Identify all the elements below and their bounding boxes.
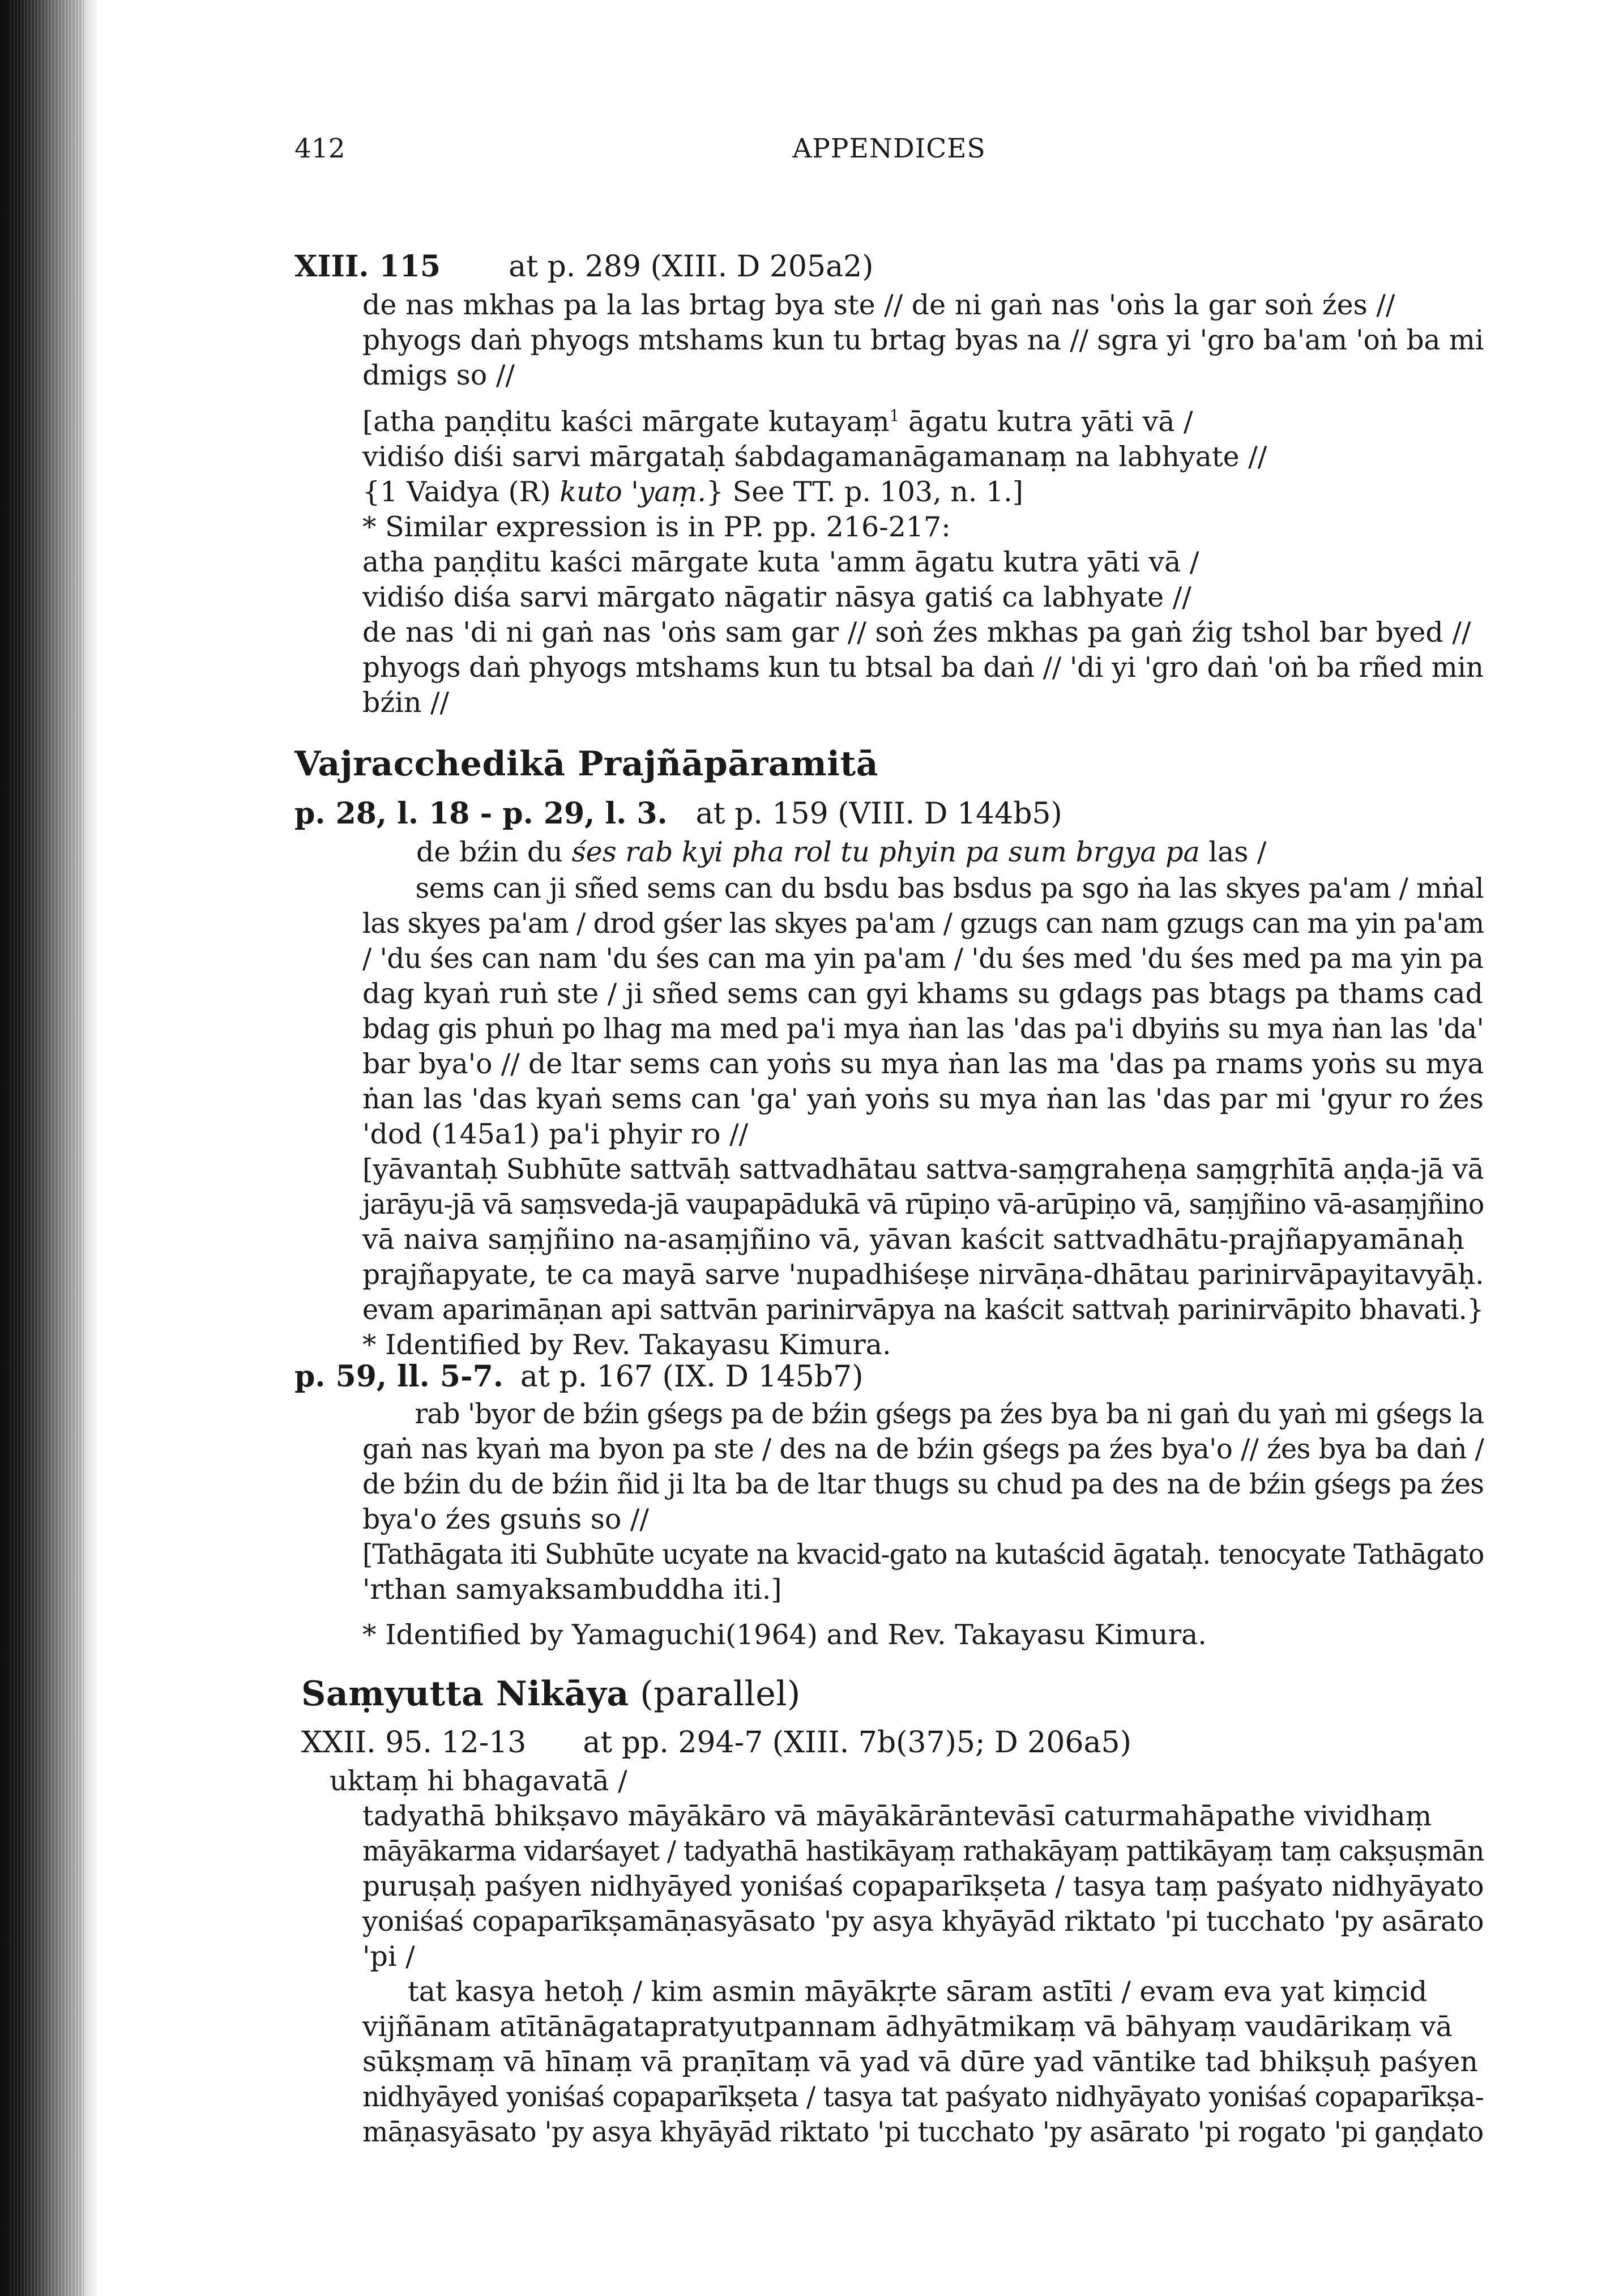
footnote-line <box>362 475 1484 510</box>
section-title-2 <box>301 1676 1490 1712</box>
text-line: uktaṃ hi bhagavatā / <box>330 1765 627 1797</box>
text-line: 'dod (145a1) pa'i phyir ro // <box>362 1118 749 1150</box>
entry-body-2 <box>362 1397 1484 1653</box>
text-line: vidiśo diśi sarvi mārgataḥ śabdagamanāgamanaṃ na labhyate // <box>362 441 1267 473</box>
text-line: sems can ji sñed sems can du bsdu bas bsdus pa sgo ṅa las skyes pa'am / mṅal <box>415 872 1484 904</box>
reference-line <box>294 1359 1484 1394</box>
page-edges <box>10 0 84 2296</box>
text-line <box>362 404 1484 439</box>
reference-line <box>294 796 1484 831</box>
entry-reference-2 <box>294 1359 1484 1394</box>
text-line <box>416 835 1484 870</box>
text-span: āgatu kutra yāti vā / <box>899 406 1193 438</box>
reference-location: at p. 159 (VIII. D 144b5) <box>695 797 1062 831</box>
text-line: bźin // <box>362 686 450 719</box>
entry-xiii-115-body <box>362 288 1484 720</box>
text-line: ṅan las 'das kyaṅ sems can 'ga' yaṅ yoṅs su mya ṅan las 'das par mi 'gyur ro źes <box>362 1083 1484 1115</box>
text-line: 'pi / <box>362 1940 415 1973</box>
text-line: gaṅ nas kyaṅ ma byon pa ste / des na de bźin gśegs pa źes bya'o // źes bya ba daṅ / <box>362 1433 1484 1465</box>
reference-location: at pp. 294-7 (XIII. 7b(37)5; D 206a5) <box>583 1726 1131 1760</box>
text-line: sūkṣmaṃ vā hīnaṃ vā praṇītaṃ vā yad vā dūre yad vāntike tad bhikṣuḥ paśyen <box>362 2046 1478 2078</box>
footnote-mark: 1 <box>889 406 900 425</box>
entry-reference <box>294 249 1484 284</box>
section-heading: Vajracchedikā Prajñāpāramitā <box>294 744 879 784</box>
text-line: bar bya'o // de ltar sems can yoṅs su mya ṅan las ma 'das pa rnams yoṅs su mya <box>362 1048 1484 1080</box>
text-line: puruṣaḥ paśyen nidhyāyed yoniśaś copaparīkṣeta / tasya taṃ paśyato nidhyāyato <box>362 1870 1484 1902</box>
reference-location: at p. 289 (XIII. D 205a2) <box>509 250 874 284</box>
running-title: APPENDICES <box>792 133 986 164</box>
text-line: vidiśo diśa sarvi mārgato nāgatir nāsya gatiś ca labhyate // <box>362 581 1191 613</box>
text-line: tadyathā bhikṣavo māyākāro vā māyākārāntevāsī caturmahāpathe vividhaṃ <box>362 1800 1432 1832</box>
text-line: [Tathāgata iti Subhūte ucyate na kvacid-gato na kutaścid āgataḥ. tenocyate Tathāgato <box>362 1538 1484 1571</box>
text-span: de bźin du <box>416 836 572 868</box>
text-line: yoniśaś copaparīkṣamāṇasyāsato 'py asya khyāyād riktato 'pi tucchato 'py asārato <box>362 1905 1484 1937</box>
italic-span: kuto 'yaṃ. <box>559 476 706 508</box>
text-line: / 'du śes can nam 'du śes can ma yin pa'am / 'du śes med 'du śes med pa ma yin pa <box>362 942 1484 975</box>
text-line: evam aparimāṇan api sattvān parinirvāpya na kaścit sattvaḥ parinirvāpito bhavati.} <box>362 1294 1484 1326</box>
entry-reference-3 <box>301 1725 1490 1760</box>
entry-reference <box>294 796 1484 831</box>
text-line: prajñapyate, te ca mayā sarve 'nupadhiśeṣe nirvāṇa-dhātau parinirvāpayitavyāḥ. <box>362 1258 1484 1291</box>
heading-plain: (parallel) <box>629 1674 801 1714</box>
text-span: } See TT. p. 103, n. 1.] <box>706 476 1023 508</box>
text-line: phyogs daṅ phyogs mtshams kun tu btsal ba daṅ // 'di yi 'gro daṅ 'oṅ ba rñed min <box>362 651 1484 684</box>
text-line: [yāvantaḥ Subhūte sattvāḥ sattvadhātau sattva-saṃgraheṇa saṃgṛhītā aṇḍa-jā vā <box>362 1153 1484 1185</box>
entry-body <box>416 835 1484 870</box>
text-line: dmigs so // <box>362 359 515 391</box>
text-line: atha paṇḍitu kaści mārgate kuta 'amm āgatu kutra yāti vā / <box>362 546 1199 578</box>
text-line: phyogs daṅ phyogs mtshams kun tu brtag byas na // sgra yi 'gro ba'am 'oṅ ba mi <box>362 324 1484 356</box>
text-span: [atha paṇḍitu kaści mārgate kutayaṃ <box>362 406 890 438</box>
page <box>294 0 1484 2296</box>
text-line: māyākarma vidarśayet / tadyathā hastikāyaṃ rathakāyaṃ pattikāyaṃ taṃ cakṣuṣmān <box>362 1835 1484 1867</box>
note-line: * Similar expression is in PP. pp. 216-217: <box>362 511 951 543</box>
text-line: māṇasyāsato 'py asya khyāyād riktato 'pi tucchato 'py asārato 'pi rogato 'pi gaṇḍato <box>362 2116 1484 2148</box>
heading-bold: Saṃyutta Nikāya <box>301 1674 629 1714</box>
book-gutter-shadow <box>0 0 97 2296</box>
text-line: tat kasya hetoḥ / kim asmin māyākṛte sāram astīti / evam eva yat kiṃcid <box>408 1975 1428 2008</box>
text-line: bya'o źes gsuṅs so // <box>362 1503 649 1535</box>
text-line: nidhyāyed yoniśaś copaparīkṣeta / tasya tat paśyato nidhyāyato yoniśaś copaparīkṣa- <box>362 2081 1484 2113</box>
text-line: vijñānam atītānāgatapratyutpannam ādhyātmikaṃ vā bāhyaṃ vaudārikaṃ vā <box>362 2011 1453 2043</box>
text-span: {1 Vaidya (R) <box>362 476 560 508</box>
text-line: de nas 'di ni gaṅ nas 'oṅs sam gar // soṅ źes mkhas pa gaṅ źig tshol bar byed // <box>362 616 1471 648</box>
reference-location: at p. 167 (IX. D 145b7) <box>520 1360 864 1394</box>
italic-span: śes rab kyi pha rol tu phyin pa sum brgya pa <box>571 836 1200 868</box>
entry-xiii-115 <box>294 249 1484 284</box>
reference-bold: XIII. 115 <box>294 249 441 284</box>
text-line: las skyes pa'am / drod gśer las skyes pa'am / gzugs can nam gzugs can ma yin pa'am <box>362 907 1484 940</box>
text-span: las / <box>1199 836 1267 868</box>
text-line: dag kyaṅ ruṅ ste / ji sñed sems can gyi khams su gdags pas btags pa thams cad <box>362 978 1483 1010</box>
text-line: vā naiva saṃjñino na-asaṃjñino vā, yāvan kaścit sattvadhātu-prajñapyamānaḥ <box>362 1223 1464 1256</box>
entry-body-3 <box>330 1764 1484 1799</box>
reference-bold: p. 59, ll. 5-7. <box>294 1359 503 1394</box>
text-line: rab 'byor de bźin gśegs pa de bźin gśegs pa źes bya ba ni gaṅ du yaṅ mi gśegs la <box>415 1398 1484 1430</box>
note-line: * Identified by Rev. Takayasu Kimura. <box>362 1329 891 1361</box>
text-line: bdag gis phuṅ po lhag ma med pa'i mya ṅan las 'das pa'i dbyiṅs su mya ṅan las 'da' <box>362 1013 1484 1045</box>
reference-plain: XXII. 95. 12-13 <box>301 1726 527 1760</box>
reference-line <box>301 1725 1490 1760</box>
section-title <box>294 746 1484 782</box>
text-line: de nas mkhas pa la las brtag bya ste // de ni gaṅ nas 'oṅs la gar soṅ źes // <box>362 289 1395 321</box>
entry-body-text <box>362 871 1484 1363</box>
text-line: 'rthan samyaksambuddha iti.] <box>362 1573 782 1606</box>
entry-body-3-text <box>362 1799 1484 2150</box>
text-line: de bźin du de bźin ñid ji lta ba de ltar thugs su chud pa des na de bźin gśegs pa źes <box>362 1468 1484 1500</box>
text-line: jarāyu-jā vā saṃsveda-jā vaupapādukā vā rūpiṇo vā-arūpiṇo vā, saṃjñino vā-asaṃjñino <box>362 1188 1484 1220</box>
page-number: 412 <box>294 133 345 164</box>
section-heading <box>301 1676 1490 1712</box>
reference-bold: p. 28, l. 18 - p. 29, l. 3. <box>294 796 668 831</box>
note-line: * Identified by Yamaguchi(1964) and Rev. Takayasu Kimura. <box>362 1619 1207 1651</box>
